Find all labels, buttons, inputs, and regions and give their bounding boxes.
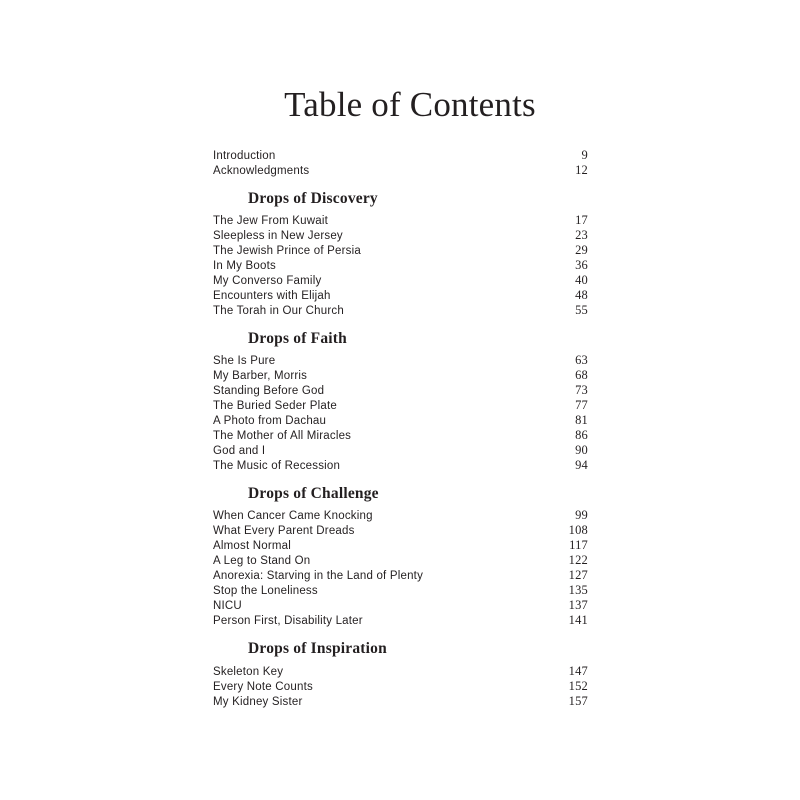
toc-entry[interactable] xyxy=(213,258,588,273)
toc-entry[interactable] xyxy=(213,398,588,413)
toc-entry-title: Anorexia: Starving in the Land of Plenty xyxy=(213,570,424,582)
toc-entry[interactable] xyxy=(213,148,588,163)
toc-entry-page: 29 xyxy=(575,243,588,257)
toc-entry-page: 48 xyxy=(575,288,588,302)
toc-entry-title: Person First, Disability Later xyxy=(213,615,363,627)
toc-entry[interactable] xyxy=(213,273,588,288)
toc-entry[interactable] xyxy=(213,664,588,679)
toc-entry-title: Stop the Loneliness xyxy=(213,585,318,597)
toc-entry[interactable] xyxy=(213,694,588,709)
toc-entry-title: A Leg to Stand On xyxy=(213,555,311,567)
toc-entry-page: 77 xyxy=(575,398,588,412)
toc-entry[interactable] xyxy=(213,243,588,258)
toc-entry[interactable] xyxy=(213,443,588,458)
toc-entry[interactable] xyxy=(213,568,588,583)
toc-entry-page: 90 xyxy=(575,443,588,457)
section-heading-inspiration: Drops of Inspiration xyxy=(248,640,387,657)
toc-entry-title: The Torah in Our Church xyxy=(213,305,344,317)
toc-entry-page: 117 xyxy=(569,538,588,552)
toc-entry-page: 17 xyxy=(575,213,588,227)
toc-entry-title: When Cancer Came Knocking xyxy=(213,510,373,522)
toc-entry[interactable] xyxy=(213,368,588,383)
toc-entry-page: 99 xyxy=(575,508,588,522)
toc-entry-title: God and I xyxy=(213,445,266,457)
toc-entry-title: Skeleton Key xyxy=(213,666,284,678)
toc-entry-page: 152 xyxy=(568,679,588,693)
toc-entry-title: Standing Before God xyxy=(213,385,325,397)
toc-entry-title: Encounters with Elijah xyxy=(213,290,331,302)
toc-entry-page: 36 xyxy=(575,258,588,272)
page-title: Table of Contents xyxy=(284,85,536,124)
toc-entry[interactable] xyxy=(213,598,588,613)
toc-entry[interactable] xyxy=(213,383,588,398)
toc-entry-title: In My Boots xyxy=(213,260,276,272)
toc-entry[interactable] xyxy=(213,353,588,368)
toc-entry-page: 40 xyxy=(575,273,588,287)
toc-entry-page: 147 xyxy=(568,664,588,678)
toc-entry[interactable] xyxy=(213,523,588,538)
section-list-challenge xyxy=(213,508,588,628)
toc-entry-page: 81 xyxy=(575,413,588,427)
toc-entry-title: Acknowledgments xyxy=(213,165,310,177)
toc-entry-title: My Kidney Sister xyxy=(213,696,303,708)
toc-entry-title: Introduction xyxy=(213,150,276,162)
section-heading-faith: Drops of Faith xyxy=(248,330,347,347)
toc-entry-page: 86 xyxy=(575,428,588,442)
toc-entry-page: 68 xyxy=(575,368,588,382)
toc-entry-title: The Music of Recession xyxy=(213,460,341,472)
toc-entry[interactable] xyxy=(213,288,588,303)
toc-entry-title: What Every Parent Dreads xyxy=(213,525,355,537)
toc-entry[interactable] xyxy=(213,538,588,553)
section-heading-challenge: Drops of Challenge xyxy=(248,485,379,502)
section-list-inspiration xyxy=(213,664,588,709)
toc-entry-title: NICU xyxy=(213,600,242,612)
toc-entry[interactable] xyxy=(213,428,588,443)
toc-entry[interactable] xyxy=(213,613,588,628)
toc-entry-title: The Jewish Prince of Persia xyxy=(213,245,361,257)
section-heading-discovery: Drops of Discovery xyxy=(248,190,378,207)
toc-entry-title: The Buried Seder Plate xyxy=(213,400,337,412)
toc-entry-page: 12 xyxy=(575,163,588,177)
toc-entry-page: 137 xyxy=(568,598,588,612)
toc-entry[interactable] xyxy=(213,303,588,318)
toc-entry-title: My Barber, Morris xyxy=(213,370,308,382)
toc-entry-title: Every Note Counts xyxy=(213,681,313,693)
toc-entry[interactable] xyxy=(213,583,588,598)
toc-entry-title: She Is Pure xyxy=(213,355,276,367)
front-matter-list xyxy=(213,148,588,178)
toc-entry[interactable] xyxy=(213,458,588,473)
toc-entry-page: 127 xyxy=(568,568,588,582)
toc-entry[interactable] xyxy=(213,163,588,178)
toc-entry-title: The Jew From Kuwait xyxy=(213,215,328,227)
toc-entry-title: Sleepless in New Jersey xyxy=(213,230,343,242)
toc-entry-page: 63 xyxy=(575,353,588,367)
toc-entry-title: Almost Normal xyxy=(213,540,292,552)
toc-entry-title: The Mother of All Miracles xyxy=(213,430,352,442)
toc-entry[interactable] xyxy=(213,553,588,568)
toc-entry-page: 9 xyxy=(581,148,588,162)
section-list-discovery xyxy=(213,213,588,318)
toc-entry-title: A Photo from Dachau xyxy=(213,415,327,427)
toc-entry-page: 23 xyxy=(575,228,588,242)
toc-entry[interactable] xyxy=(213,213,588,228)
section-list-faith xyxy=(213,353,588,473)
toc-entry-page: 94 xyxy=(575,458,588,472)
toc-entry-page: 141 xyxy=(568,613,588,627)
toc-entry-page: 73 xyxy=(575,383,588,397)
toc-entry-page: 157 xyxy=(568,694,588,708)
toc-entry-page: 108 xyxy=(568,523,588,537)
toc-entry-title: My Converso Family xyxy=(213,275,322,287)
toc-entry-page: 122 xyxy=(568,553,588,567)
toc-entry[interactable] xyxy=(213,679,588,694)
toc-entry-page: 55 xyxy=(575,303,588,317)
toc-entry[interactable] xyxy=(213,508,588,523)
toc-entry[interactable] xyxy=(213,413,588,428)
toc-entry[interactable] xyxy=(213,228,588,243)
toc-entry-page: 135 xyxy=(568,583,588,597)
